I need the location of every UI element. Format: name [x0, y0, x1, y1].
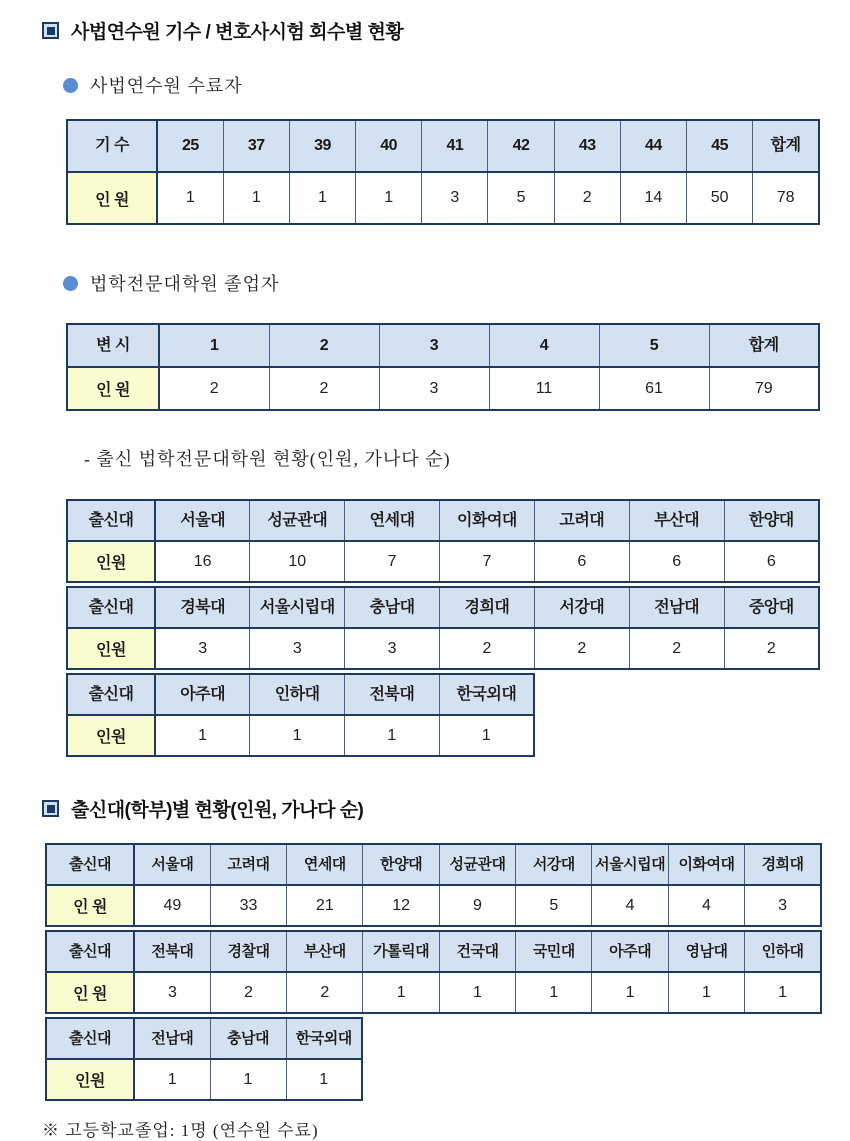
- value-row-label: 인원: [67, 628, 155, 669]
- value-cell: 11: [489, 367, 599, 410]
- row-header-label: 출신대: [67, 500, 155, 541]
- band-table: [66, 119, 820, 225]
- value-cell: 1: [592, 972, 668, 1013]
- column-header-cell: 경북대: [155, 587, 250, 628]
- column-header-cell: 충남대: [210, 1018, 286, 1059]
- value-cell: 10: [250, 541, 345, 582]
- lawschool-heading-text: 법학전문대학원 졸업자: [90, 274, 280, 294]
- value-cell: 2: [534, 628, 629, 669]
- section2-title-text: 출신대(학부)별 현황(인원, 가나다 순): [71, 800, 364, 821]
- row-header-label: 기 수: [67, 120, 157, 172]
- column-header-cell: 45: [687, 120, 753, 172]
- column-header-cell: 한양대: [363, 844, 439, 885]
- row-header-label: 출신대: [67, 587, 155, 628]
- lawschool-origin-subnote: - 출신 법학전문대학원 현황(인원, 가나다 순): [84, 449, 451, 469]
- column-header-cell: 이화여대: [668, 844, 744, 885]
- value-cell: 6: [534, 541, 629, 582]
- row-header-label: 출신대: [46, 931, 134, 972]
- undergrad-origin-band-2: [45, 930, 850, 1014]
- value-cell: 1: [250, 715, 345, 756]
- column-header-cell: 39: [289, 120, 355, 172]
- value-cell: 3: [134, 972, 210, 1013]
- value-cell: 3: [155, 628, 250, 669]
- value-cell: 21: [287, 885, 363, 926]
- value-cell: 1: [134, 1059, 210, 1100]
- column-header-cell: 연세대: [287, 844, 363, 885]
- column-header-cell: 성균관대: [439, 844, 515, 885]
- value-cell: 7: [440, 541, 535, 582]
- column-header-cell: 2: [269, 324, 379, 367]
- value-cell: 1: [439, 972, 515, 1013]
- column-header-cell: 40: [356, 120, 422, 172]
- row-header-label: 출신대: [46, 1018, 134, 1059]
- value-cell: 5: [516, 885, 592, 926]
- value-cell: 7: [345, 541, 440, 582]
- column-header-cell: 아주대: [592, 931, 668, 972]
- column-header-cell: 1: [159, 324, 269, 367]
- lawschool-heading: [63, 270, 850, 296]
- value-row-label: 인 원: [46, 885, 134, 926]
- column-header-cell: 4: [489, 324, 599, 367]
- value-cell: 3: [745, 885, 821, 926]
- column-header-cell: 서강대: [534, 587, 629, 628]
- band-table: [66, 586, 820, 670]
- column-header-cell: 경찰대: [210, 931, 286, 972]
- value-cell: 1: [745, 972, 821, 1013]
- value-row-label: 인원: [67, 715, 155, 756]
- column-header-cell: 건국대: [439, 931, 515, 972]
- column-header-cell: 서울대: [134, 844, 210, 885]
- bullet-circle-icon: [63, 276, 78, 291]
- column-header-cell: 한국외대: [286, 1018, 362, 1059]
- band-table: [66, 499, 820, 583]
- value-cell: 2: [210, 972, 286, 1013]
- row-header-label: 출신대: [67, 674, 155, 715]
- bar-exam-table: [66, 323, 850, 411]
- band-table: [66, 673, 535, 757]
- trainee-heading-text: 사법연수원 수료자: [90, 76, 243, 96]
- value-cell: 2: [629, 628, 724, 669]
- column-header-cell: 성균관대: [250, 500, 345, 541]
- value-row-label: 인 원: [46, 972, 134, 1013]
- column-header-cell: 충남대: [345, 587, 440, 628]
- value-cell: 61: [599, 367, 709, 410]
- column-header-cell: 부산대: [287, 931, 363, 972]
- column-header-cell: 41: [422, 120, 488, 172]
- undergrad-origin-band-1: [45, 843, 850, 927]
- column-header-cell: 영남대: [668, 931, 744, 972]
- column-header-cell: 부산대: [629, 500, 724, 541]
- lawschool-origin-band-3: [66, 673, 850, 757]
- value-cell: 2: [724, 628, 819, 669]
- value-cell: 3: [379, 367, 489, 410]
- value-cell: 2: [554, 172, 620, 224]
- value-cell: 1: [345, 715, 440, 756]
- column-header-cell: 국민대: [516, 931, 592, 972]
- lawschool-origin-table: [66, 499, 850, 757]
- value-cell: 14: [620, 172, 686, 224]
- section-marker-icon: [42, 800, 59, 817]
- column-header-cell: 연세대: [345, 500, 440, 541]
- column-header-cell: 경희대: [745, 844, 821, 885]
- value-cell: 2: [440, 628, 535, 669]
- value-cell: 9: [439, 885, 515, 926]
- column-header-cell: 5: [599, 324, 709, 367]
- section-marker-icon: [42, 22, 59, 39]
- column-header-cell: 전남대: [629, 587, 724, 628]
- value-cell: 1: [516, 972, 592, 1013]
- value-cell: 2: [269, 367, 379, 410]
- bullet-circle-icon: [63, 78, 78, 93]
- column-header-cell: 서강대: [516, 844, 592, 885]
- lawschool-origin-band-1: [66, 499, 850, 583]
- value-cell: 2: [287, 972, 363, 1013]
- column-header-cell: 한국외대: [439, 674, 534, 715]
- value-cell: 1: [210, 1059, 286, 1100]
- value-cell: 50: [687, 172, 753, 224]
- value-cell: 16: [155, 541, 250, 582]
- column-header-cell: 서울시립대: [250, 587, 345, 628]
- column-header-cell: 이화여대: [440, 500, 535, 541]
- value-cell: 3: [250, 628, 345, 669]
- band-table: [66, 323, 820, 411]
- value-cell: 1: [356, 172, 422, 224]
- column-header-cell: 경희대: [440, 587, 535, 628]
- row-header-label: 출신대: [46, 844, 134, 885]
- column-header-cell: 합계: [753, 120, 819, 172]
- value-cell: 1: [286, 1059, 362, 1100]
- column-header-cell: 합계: [709, 324, 819, 367]
- column-header-cell: 3: [379, 324, 489, 367]
- value-cell: 6: [724, 541, 819, 582]
- column-header-cell: 전남대: [134, 1018, 210, 1059]
- column-header-cell: 42: [488, 120, 554, 172]
- row-header-label: 변 시: [67, 324, 159, 367]
- column-header-cell: 전북대: [134, 931, 210, 972]
- undergrad-origin-band-3: [45, 1017, 850, 1101]
- value-cell: 1: [223, 172, 289, 224]
- value-cell: 1: [439, 715, 534, 756]
- section1-title-text: 사법연수원 기수 / 변호사시험 회수별 현황: [71, 22, 404, 43]
- footnote: ※ 고등학교졸업: 1명 (연수원 수료): [42, 1121, 319, 1140]
- column-header-cell: 중앙대: [724, 587, 819, 628]
- section2-title: [42, 795, 850, 822]
- value-cell: 1: [289, 172, 355, 224]
- column-header-cell: 고려대: [534, 500, 629, 541]
- value-cell: 5: [488, 172, 554, 224]
- value-cell: 1: [668, 972, 744, 1013]
- column-header-cell: 37: [223, 120, 289, 172]
- value-cell: 6: [629, 541, 724, 582]
- band-table: [45, 1017, 363, 1101]
- column-header-cell: 서울시립대: [592, 844, 668, 885]
- column-header-cell: 가톨릭대: [363, 931, 439, 972]
- value-cell: 3: [345, 628, 440, 669]
- trainee-heading: [63, 72, 850, 98]
- column-header-cell: 서울대: [155, 500, 250, 541]
- column-header-cell: 인하대: [745, 931, 821, 972]
- value-cell: 4: [668, 885, 744, 926]
- trainee-table: [66, 119, 850, 225]
- column-header-cell: 고려대: [210, 844, 286, 885]
- column-header-cell: 44: [620, 120, 686, 172]
- undergrad-origin-table: [45, 843, 850, 1101]
- value-cell: 49: [134, 885, 210, 926]
- value-row-label: 인 원: [67, 172, 157, 224]
- value-cell: 79: [709, 367, 819, 410]
- column-header-cell: 43: [554, 120, 620, 172]
- value-row-label: 인원: [46, 1059, 134, 1100]
- value-cell: 12: [363, 885, 439, 926]
- column-header-cell: 인하대: [250, 674, 345, 715]
- lawschool-origin-band-2: [66, 586, 850, 670]
- section1-title: [42, 17, 850, 44]
- value-cell: 4: [592, 885, 668, 926]
- value-cell: 1: [155, 715, 250, 756]
- value-row-label: 인원: [67, 541, 155, 582]
- column-header-cell: 25: [157, 120, 223, 172]
- column-header-cell: 아주대: [155, 674, 250, 715]
- value-row-label: 인 원: [67, 367, 159, 410]
- column-header-cell: 전북대: [345, 674, 440, 715]
- band-table: [45, 843, 822, 927]
- band-table: [45, 930, 822, 1014]
- value-cell: 3: [422, 172, 488, 224]
- value-cell: 1: [363, 972, 439, 1013]
- value-cell: 33: [210, 885, 286, 926]
- column-header-cell: 한양대: [724, 500, 819, 541]
- value-cell: 78: [753, 172, 819, 224]
- value-cell: 2: [159, 367, 269, 410]
- value-cell: 1: [157, 172, 223, 224]
